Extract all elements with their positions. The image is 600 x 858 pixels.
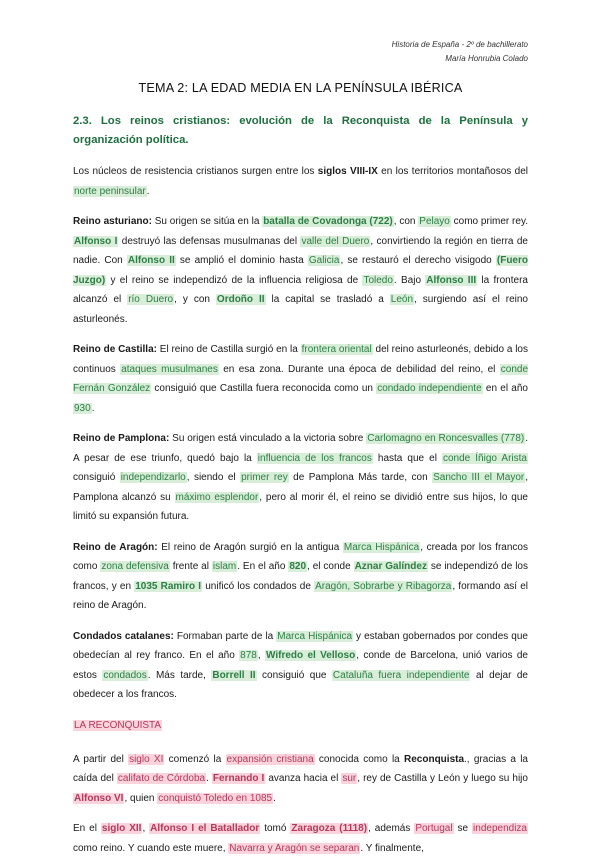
paragraph-label: Condados catalanes: <box>73 630 174 642</box>
highlight-pink: siglo XII <box>101 823 142 834</box>
highlight-green: conde Íñigo Arista <box>442 452 527 464</box>
highlight-pink: conquistó Toledo en 1085 <box>158 792 273 804</box>
highlight-green: norte peninsular <box>74 185 146 197</box>
paragraph-label: Reino asturiano: <box>73 216 152 227</box>
highlight-green: primer rey <box>241 472 288 483</box>
highlight-green: Borrell II <box>212 669 256 681</box>
highlight-pink: califato de Córdoba <box>117 773 206 784</box>
highlight-pink: siglo XI <box>129 753 164 765</box>
highlight-pink: Alfonso I el Batallador <box>150 823 260 834</box>
intro-paragraph: Los núcleos de resistencia cristianos surgen entre los siglos VIII-IX en los territorios montañosos del norte peninsular. <box>73 166 528 197</box>
highlight-pink: Alfonso VI <box>74 792 124 804</box>
highlight-green: 820 <box>289 561 307 572</box>
highlight-pink: expansión cristiana <box>226 753 314 765</box>
highlight-green: Sancho III el Mayor <box>433 472 525 483</box>
highlight-green: (Fuero Juzgo) <box>73 255 528 286</box>
pamplona-paragraph: Reino de Pamplona: Su origen está vinculado a la victoria sobre Carlomagno en Roncesvalles (778). A pesar de ese triunfo, quedó bajo la influencia de los francos hasta que el conde Íñigo Arista consiguió independizarlo, siendo el primer rey de Pamplona Más tarde, con Sancho III el Mayor, Pamplona alcanzó su máximo esplendor, pero al morir él, el reino se dividió entre sus hijos, lo que limitó su expansión futura. <box>73 433 529 522</box>
asturiano-paragraph: Reino asturiano: Su origen se sitúa en la batalla de Covadonga (722), con Pelayo como primer rey. Alfonso I destruyó las defensas musulmanas del valle del Duero, convirtiendo la región en tierra de nadie. Con Alfonso II se amplió el dominio hasta Galicia, se restauró el derecho visigodo (Fuero Juzgo) y el reino se independizó de la influencia religiosa de Toledo. Bajo Alfonso III la frontera alcanzó el río Duero, y con Ordoño II la capital se trasladó a León, surgiendo así el reino asturleonés. <box>73 216 528 325</box>
highlight-green: independizarlo <box>120 472 186 483</box>
header-author: María Honrubia Colado <box>445 54 528 63</box>
reconquista-paragraph-2: En el siglo XII, Alfonso I el Batallador tomó Zaragoza (1118), además Portugal se independiza como reino. Y cuando este muere, Navarra y Aragón se separan. Y finalmente, <box>73 823 527 854</box>
highlight-green: Wifredo el Velloso <box>265 650 356 661</box>
highlight-pink: Zaragoza (1118) <box>291 823 368 834</box>
highlight-pink: Fernando I <box>212 773 265 784</box>
intro-highlight-bold: siglos VIII-IX <box>317 166 378 177</box>
highlight-green: condados <box>103 669 147 681</box>
bold-term: Reconquista <box>404 753 465 765</box>
highlight-green: Aznar Galíndez <box>354 561 427 572</box>
castilla-paragraph: Reino de Castilla: El reino de Castilla surgió en la frontera oriental del reino asturleonés, debido a los continuos ataques musulmanes en esa zona. Durante una época de debilidad del reino, el conde Fernán González consiguió que Castilla fuera reconocida como un condado independiente en el año 930. <box>73 344 529 414</box>
highlight-green: condado independiente <box>377 383 482 394</box>
highlight-green: Ordoño II <box>216 294 265 305</box>
highlight-green: 930 <box>74 402 91 414</box>
highlight-green: máximo esplendor <box>175 491 259 503</box>
highlight-green: Pelayo <box>419 216 450 227</box>
highlight-green: Marca Hispánica <box>277 630 353 642</box>
reconquista-paragraph-1: A partir del siglo XI comenzó la expansión cristiana conocida como la Reconquista., gracias a la caída del califato de Córdoba. Fernando I avanza hacia el sur, rey de Castilla y León y luego su hijo Alfonso VI, quien conquistó Toledo en 1085. <box>73 753 528 804</box>
aragon-paragraph: Reino de Aragón: El reino de Aragón surgió en la antigua Marca Hispánica, creada por los francos como zona defensiva frente al islam. En el año 820, el conde Aznar Galíndez se independizó de los francos, y en 1035 Ramiro I unificó los condados de Aragón, Sobrarbe y Ribagorza, formando así el reino de Aragón. <box>73 541 529 611</box>
highlight-pink: LA RECONQUISTA <box>74 719 162 731</box>
highlight-green: Alfonso I <box>74 235 118 247</box>
highlight-green: Galicia <box>308 255 340 266</box>
reconquista-heading <box>73 716 528 735</box>
highlight-green: Carlomagno en Roncesvalles (778) <box>367 433 525 444</box>
highlight-green: ataques musulmanes <box>121 363 218 375</box>
section-heading: 2.3. Los reinos cristianos: evolución de la Reconquista de la Península y organización política. <box>73 115 528 146</box>
highlight-green: Alfonso III <box>426 274 477 286</box>
highlight-pink: sur <box>342 773 357 784</box>
header-course: Historia de España - 2º de bachillerato <box>391 40 528 49</box>
highlight-green: batalla de Covadonga (722) <box>263 216 393 227</box>
highlight-pink: Navarra y Aragón se separan <box>229 842 360 854</box>
highlight-green: frontera oriental <box>301 344 372 355</box>
highlight-green: valle del Duero <box>301 235 370 247</box>
highlight-green: Toledo <box>363 274 393 286</box>
highlight-green: 878 <box>240 650 257 661</box>
document-title: TEMA 2: LA EDAD MEDIA EN LA PENÍNSULA IBÉRICA <box>138 81 463 95</box>
page-header <box>73 38 528 66</box>
highlight-pink: independiza <box>473 823 527 834</box>
highlight-green: islam <box>212 561 237 572</box>
highlight-green: Marca Hispánica <box>343 541 420 553</box>
catalanes-paragraph: Condados catalanes: Formaban parte de la Marca Hispánica y estaban gobernados por condes que obedecían al rey franco. En el año 878, Wifredo el Velloso, conde de Barcelona, unió varios de estos condados. Más tarde, Borrell II consiguió que Cataluña fuera independiente al dejar de obedecer a los francos. <box>73 630 528 700</box>
paragraph-label: Reino de Aragón: <box>73 541 158 553</box>
highlight-green: conde Fernán González <box>73 363 529 394</box>
highlight-green: río Duero <box>128 294 174 305</box>
highlight-green: influencia de los francos <box>257 452 372 464</box>
paragraph-label: Reino de Castilla: <box>73 344 157 355</box>
highlight-green: zona defensiva <box>101 561 169 572</box>
highlight-green: 1035 Ramiro I <box>135 580 202 592</box>
highlight-green: Cataluña fuera independiente <box>332 669 470 681</box>
highlight-pink: Portugal <box>415 823 453 834</box>
highlight-green: Alfonso II <box>127 255 175 266</box>
paragraph-label: Reino de Pamplona: <box>73 433 170 444</box>
highlight-green: León <box>390 294 414 305</box>
highlight-green: Aragón, Sobrarbe y Ribagorza <box>315 580 452 592</box>
